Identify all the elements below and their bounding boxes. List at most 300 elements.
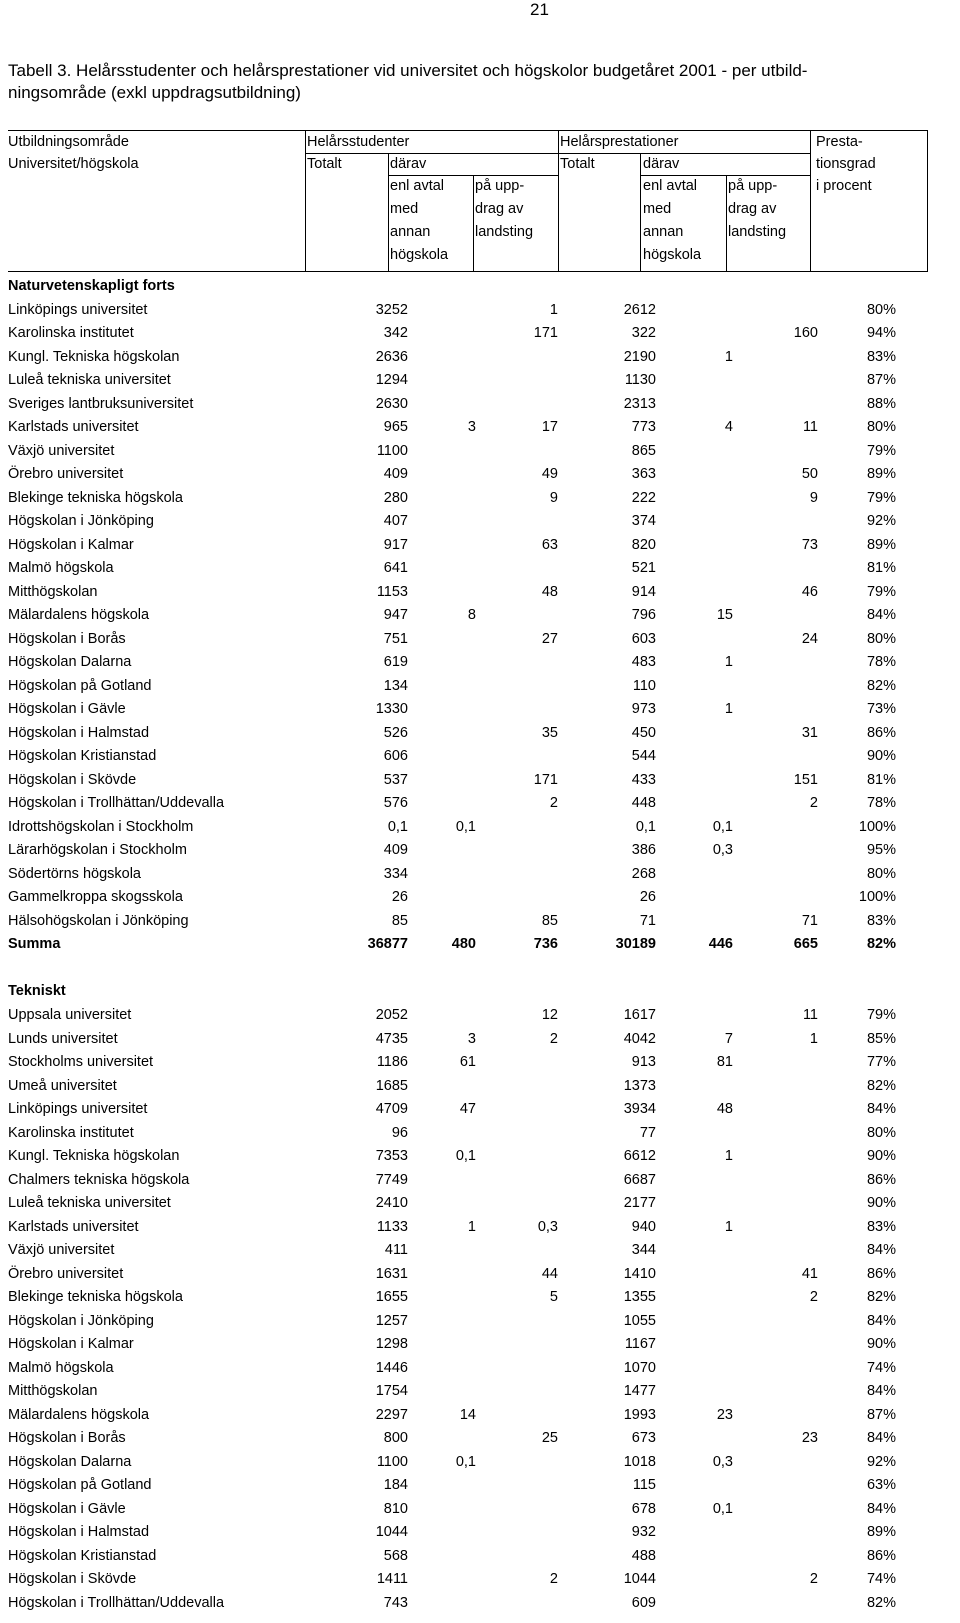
value-cell: 73 <box>801 536 818 553</box>
col-header-hst-darav: därav <box>390 156 427 172</box>
table-row <box>8 651 928 675</box>
value-cell: 280 <box>383 489 408 506</box>
table-row <box>8 792 928 816</box>
col-header-hst-pa: drag av <box>475 201 524 217</box>
header-divider <box>305 131 306 271</box>
value-cell: 80% <box>866 419 896 436</box>
school-name: Högskolan i Halmstad <box>8 1524 150 1541</box>
value-cell: 81% <box>866 771 896 788</box>
value-cell: 92% <box>866 513 896 530</box>
value-cell: 609 <box>631 1594 656 1611</box>
value-cell: 1298 <box>375 1336 408 1353</box>
value-cell: 63 <box>541 536 558 553</box>
school-name: Högskolan i Kalmar <box>8 1336 134 1353</box>
table-header <box>8 130 928 272</box>
col-header-presta-3: i procent <box>816 178 872 194</box>
table-row <box>8 839 928 863</box>
section-heading-row <box>8 275 928 299</box>
value-cell: 1 <box>724 1218 733 1235</box>
table-row <box>8 1216 928 1240</box>
value-cell: 90% <box>866 748 896 765</box>
school-name: Högskolan Kristianstad <box>8 748 157 765</box>
table-row <box>8 1498 928 1522</box>
value-cell: 47 <box>459 1101 476 1118</box>
value-cell: 89% <box>866 536 896 553</box>
value-cell: 14 <box>459 1406 476 1423</box>
table-row <box>8 1568 928 1592</box>
school-name: Södertörns högskola <box>8 865 141 882</box>
school-name: Högskolan i Trollhättan/Uddevalla <box>8 795 225 812</box>
value-cell: 82% <box>866 677 896 694</box>
value-cell: 73% <box>866 701 896 718</box>
value-cell: 95% <box>866 842 896 859</box>
value-cell: 31 <box>801 724 818 741</box>
value-cell: 1100 <box>376 1453 408 1470</box>
value-cell: 151 <box>793 771 818 788</box>
value-cell: 35 <box>541 724 558 741</box>
value-cell: 79% <box>866 583 896 600</box>
value-cell: 1 <box>549 301 558 318</box>
school-name: Mälardalens högskola <box>8 607 150 624</box>
value-cell: 23 <box>801 1430 818 1447</box>
value-cell: 11 <box>802 1006 818 1023</box>
value-cell: 85% <box>866 1030 896 1047</box>
section-heading-row <box>8 980 928 1004</box>
col-header-hst-enl: med <box>390 201 419 217</box>
value-cell: 84% <box>866 1242 896 1259</box>
value-cell: 450 <box>631 724 656 741</box>
table-row <box>8 816 928 840</box>
value-cell: 1410 <box>623 1265 656 1282</box>
school-name: Sveriges lantbruksuniversitet <box>8 395 194 412</box>
table-body <box>8 275 928 1615</box>
value-cell: 1330 <box>375 701 408 718</box>
value-cell: 0,1 <box>387 818 408 835</box>
school-name: Högskolan i Kalmar <box>8 536 134 553</box>
value-cell: 521 <box>631 560 656 577</box>
table-row <box>8 1333 928 1357</box>
col-header-hpr-darav: därav <box>643 156 680 172</box>
value-cell: 322 <box>631 325 656 342</box>
school-name: Idrottshögskolan i Stockholm <box>8 818 194 835</box>
value-cell: 1477 <box>623 1383 656 1400</box>
table-row <box>8 1357 928 1381</box>
col-header-hst-pa: på upp- <box>475 178 525 194</box>
col-header-presta-2: tionsgrad <box>816 156 876 172</box>
school-name: Högskolan på Gotland <box>8 677 152 694</box>
value-cell: 6612 <box>623 1148 656 1165</box>
table-row <box>8 745 928 769</box>
value-cell: 87% <box>866 372 896 389</box>
value-cell: 61 <box>459 1054 476 1071</box>
value-cell: 1055 <box>623 1312 656 1329</box>
value-cell: 88% <box>866 395 896 412</box>
school-name: Uppsala universitet <box>8 1006 132 1023</box>
table-row <box>8 510 928 534</box>
school-name: Chalmers tekniska högskola <box>8 1171 190 1188</box>
value-cell: 0,1 <box>455 818 476 835</box>
col-header-hpr: Helårsprestationer <box>560 134 679 150</box>
value-cell: 665 <box>793 936 818 953</box>
value-cell: 1100 <box>376 442 408 459</box>
value-cell: 4735 <box>375 1030 408 1047</box>
value-cell: 0,1 <box>712 818 733 835</box>
table-row <box>8 1004 928 1028</box>
value-cell: 1 <box>724 1148 733 1165</box>
table-caption <box>8 60 948 104</box>
value-cell: 36877 <box>367 936 408 953</box>
value-cell: 0,1 <box>455 1453 476 1470</box>
value-cell: 2 <box>809 1571 818 1588</box>
value-cell: 82% <box>866 1077 896 1094</box>
value-cell: 84% <box>866 1101 896 1118</box>
value-cell: 115 <box>632 1477 656 1494</box>
value-cell: 78% <box>866 654 896 671</box>
school-name: Luleå tekniska universitet <box>8 372 171 389</box>
table-row <box>8 1521 928 1545</box>
value-cell: 79% <box>866 489 896 506</box>
value-cell: 1446 <box>375 1359 408 1376</box>
value-cell: 1754 <box>375 1383 408 1400</box>
value-cell: 480 <box>451 936 476 953</box>
col-header-hst-enl: högskola <box>390 247 449 263</box>
caption-line-2: ningsområde (exkl uppdragsutbildning) <box>8 83 301 102</box>
value-cell: 15 <box>716 607 733 624</box>
school-name: Hälsohögskolan i Jönköping <box>8 912 189 929</box>
value-cell: 171 <box>533 771 558 788</box>
spacer-row <box>8 957 928 981</box>
value-cell: 334 <box>383 865 408 882</box>
table-row <box>8 487 928 511</box>
value-cell: 86% <box>866 724 896 741</box>
value-cell: 48 <box>541 583 558 600</box>
value-cell: 917 <box>383 536 408 553</box>
value-cell: 41 <box>801 1265 818 1282</box>
table-row <box>8 1310 928 1334</box>
school-name: Linköpings universitet <box>8 1101 148 1118</box>
header-divider <box>726 176 727 271</box>
school-name: Karolinska institutet <box>8 325 134 342</box>
section-title: Naturvetenskapligt forts <box>8 278 175 294</box>
value-cell: 3 <box>467 1030 476 1047</box>
value-cell: 46 <box>801 583 818 600</box>
summa-row <box>8 933 928 957</box>
value-cell: 82% <box>866 1289 896 1306</box>
value-cell: 86% <box>866 1171 896 1188</box>
table-row <box>8 581 928 605</box>
school-name: Örebro universitet <box>8 466 124 483</box>
value-cell: 2 <box>809 795 818 812</box>
value-cell: 83% <box>866 1218 896 1235</box>
value-cell: 84% <box>866 1500 896 1517</box>
value-cell: 84% <box>866 607 896 624</box>
value-cell: 86% <box>866 1265 896 1282</box>
table-row <box>8 1451 928 1475</box>
value-cell: 96 <box>391 1124 408 1141</box>
value-cell: 7353 <box>375 1148 408 1165</box>
value-cell: 17 <box>541 419 558 436</box>
value-cell: 6687 <box>623 1171 656 1188</box>
table-row <box>8 886 928 910</box>
table-row <box>8 346 928 370</box>
col-header-hpr-pa: drag av <box>728 201 777 217</box>
value-cell: 1355 <box>623 1289 656 1306</box>
value-cell: 773 <box>631 419 656 436</box>
table-row <box>8 1474 928 1498</box>
summa-label: Summa <box>8 936 61 953</box>
school-name: Umeå universitet <box>8 1077 117 1094</box>
school-name: Mitthögskolan <box>8 583 98 600</box>
value-cell: 94% <box>866 325 896 342</box>
value-cell: 1 <box>809 1030 818 1047</box>
value-cell: 0,1 <box>635 818 656 835</box>
value-cell: 110 <box>632 677 656 694</box>
caption-line-1: Tabell 3. Helårsstudenter och helårsprestationer vid universitet och högskolor budgetåret 2001 - per utbild- <box>8 61 808 80</box>
header-divider <box>640 154 641 271</box>
school-name: Mitthögskolan <box>8 1383 98 1400</box>
table-row <box>8 1028 928 1052</box>
value-cell: 2 <box>549 795 558 812</box>
value-cell: 63% <box>866 1477 896 1494</box>
table-row <box>8 1098 928 1122</box>
value-cell: 386 <box>631 842 656 859</box>
value-cell: 85 <box>391 912 408 929</box>
value-cell: 100% <box>858 818 896 835</box>
value-cell: 80% <box>866 1124 896 1141</box>
value-cell: 2636 <box>375 348 408 365</box>
value-cell: 3252 <box>375 301 408 318</box>
value-cell: 1044 <box>623 1571 656 1588</box>
value-cell: 865 <box>631 442 656 459</box>
value-cell: 409 <box>383 842 408 859</box>
value-cell: 30189 <box>615 936 656 953</box>
col-header-hst-pa: landsting <box>475 224 534 240</box>
value-cell: 488 <box>631 1547 656 1564</box>
value-cell: 2410 <box>375 1195 408 1212</box>
value-cell: 810 <box>383 1500 408 1517</box>
table-row <box>8 1380 928 1404</box>
value-cell: 1 <box>724 701 733 718</box>
value-cell: 606 <box>383 748 408 765</box>
table-row <box>8 1592 928 1616</box>
value-cell: 2052 <box>375 1006 408 1023</box>
value-cell: 222 <box>631 489 656 506</box>
school-name: Högskolan i Skövde <box>8 771 137 788</box>
table-row <box>8 863 928 887</box>
value-cell: 619 <box>383 654 408 671</box>
value-cell: 84% <box>866 1312 896 1329</box>
value-cell: 0,3 <box>712 842 733 859</box>
value-cell: 736 <box>533 936 558 953</box>
school-name: Mälardalens högskola <box>8 1406 150 1423</box>
value-cell: 407 <box>383 513 408 530</box>
value-cell: 11 <box>802 419 818 436</box>
value-cell: 1617 <box>623 1006 656 1023</box>
value-cell: 0,3 <box>712 1453 733 1470</box>
value-cell: 1373 <box>623 1077 656 1094</box>
value-cell: 1 <box>724 654 733 671</box>
col-header-hst: Helårsstudenter <box>307 134 410 150</box>
school-name: Växjö universitet <box>8 442 115 459</box>
value-cell: 1130 <box>624 372 656 389</box>
value-cell: 743 <box>383 1594 408 1611</box>
table-row <box>8 463 928 487</box>
header-divider <box>810 131 811 271</box>
value-cell: 79% <box>866 442 896 459</box>
value-cell: 74% <box>866 1571 896 1588</box>
value-cell: 80% <box>866 865 896 882</box>
value-cell: 71 <box>639 912 656 929</box>
school-name: Högskolan i Borås <box>8 1430 126 1447</box>
table-row <box>8 393 928 417</box>
value-cell: 820 <box>631 536 656 553</box>
value-cell: 7749 <box>375 1171 408 1188</box>
value-cell: 24 <box>801 630 818 647</box>
value-cell: 89% <box>866 1524 896 1541</box>
school-name: Blekinge tekniska högskola <box>8 489 183 506</box>
value-cell: 342 <box>383 325 408 342</box>
school-name: Blekinge tekniska högskola <box>8 1289 183 1306</box>
value-cell: 81% <box>866 560 896 577</box>
value-cell: 544 <box>631 748 656 765</box>
value-cell: 25 <box>541 1430 558 1447</box>
value-cell: 9 <box>809 489 818 506</box>
value-cell: 87% <box>866 1406 896 1423</box>
school-name: Högskolan i Borås <box>8 630 126 647</box>
value-cell: 751 <box>383 630 408 647</box>
col-header-hst-total: Totalt <box>307 156 342 172</box>
value-cell: 2 <box>549 1030 558 1047</box>
school-name: Kungl. Tekniska högskolan <box>8 1148 180 1165</box>
school-name: Gammelkroppa skogsskola <box>8 889 183 906</box>
school-name: Kungl. Tekniska högskolan <box>8 348 180 365</box>
value-cell: 932 <box>631 1524 656 1541</box>
value-cell: 86% <box>866 1547 896 1564</box>
school-name: Högskolan på Gotland <box>8 1477 152 1494</box>
value-cell: 184 <box>383 1477 408 1494</box>
value-cell: 2313 <box>623 395 656 412</box>
value-cell: 79% <box>866 1006 896 1023</box>
value-cell: 4042 <box>623 1030 656 1047</box>
value-cell: 0,1 <box>712 1500 733 1517</box>
value-cell: 537 <box>383 771 408 788</box>
school-name: Högskolan i Jönköping <box>8 1312 154 1329</box>
value-cell: 2177 <box>623 1195 656 1212</box>
value-cell: 1411 <box>376 1571 408 1588</box>
table-row <box>8 675 928 699</box>
school-name: Lärarhögskolan i Stockholm <box>8 842 187 859</box>
value-cell: 9 <box>549 489 558 506</box>
value-cell: 71 <box>801 912 818 929</box>
value-cell: 678 <box>631 1500 656 1517</box>
section-title: Tekniskt <box>8 983 66 1000</box>
value-cell: 1 <box>724 348 733 365</box>
value-cell: 160 <box>793 325 818 342</box>
value-cell: 1 <box>467 1218 476 1235</box>
value-cell: 4709 <box>375 1101 408 1118</box>
value-cell: 268 <box>631 865 656 882</box>
value-cell: 81 <box>716 1054 733 1071</box>
value-cell: 8 <box>467 607 476 624</box>
table-row <box>8 1145 928 1169</box>
col-header-hpr-pa: på upp- <box>728 178 778 194</box>
value-cell: 171 <box>533 325 558 342</box>
school-name: Karlstads universitet <box>8 419 139 436</box>
table-row <box>8 557 928 581</box>
value-cell: 83% <box>866 348 896 365</box>
value-cell: 3934 <box>623 1101 656 1118</box>
value-cell: 27 <box>541 630 558 647</box>
value-cell: 5 <box>549 1289 558 1306</box>
school-name: Örebro universitet <box>8 1265 124 1282</box>
table-row <box>8 1239 928 1263</box>
value-cell: 100% <box>858 889 896 906</box>
value-cell: 23 <box>716 1406 733 1423</box>
header-divider <box>558 131 559 271</box>
col-header-school: Universitet/högskola <box>8 156 139 172</box>
col-header-hpr-enl: med <box>643 201 672 217</box>
value-cell: 1685 <box>375 1077 408 1094</box>
school-name: Malmö högskola <box>8 560 114 577</box>
value-cell: 800 <box>383 1430 408 1447</box>
value-cell: 49 <box>541 466 558 483</box>
value-cell: 83% <box>866 912 896 929</box>
value-cell: 92% <box>866 1453 896 1470</box>
table-row <box>8 369 928 393</box>
value-cell: 2 <box>549 1571 558 1588</box>
table-row <box>8 1169 928 1193</box>
value-cell: 78% <box>866 795 896 812</box>
school-name: Högskolan i Gävle <box>8 1500 126 1517</box>
value-cell: 82% <box>866 936 896 953</box>
school-name: Växjö universitet <box>8 1242 115 1259</box>
school-name: Lunds universitet <box>8 1030 118 1047</box>
school-name: Högskolan i Gävle <box>8 701 126 718</box>
col-header-hpr-enl: enl avtal <box>643 178 698 194</box>
school-name: Luleå tekniska universitet <box>8 1195 171 1212</box>
value-cell: 965 <box>383 419 408 436</box>
value-cell: 134 <box>383 677 408 694</box>
school-name: Linköpings universitet <box>8 301 148 318</box>
col-header-hpr-total: Totalt <box>560 156 595 172</box>
value-cell: 82% <box>866 1594 896 1611</box>
value-cell: 2630 <box>375 395 408 412</box>
value-cell: 4 <box>724 419 733 436</box>
value-cell: 77 <box>639 1124 656 1141</box>
table-row <box>8 1122 928 1146</box>
table-row <box>8 1075 928 1099</box>
table-row <box>8 1051 928 1075</box>
table-row <box>8 769 928 793</box>
school-name: Högskolan Dalarna <box>8 654 132 671</box>
table-row <box>8 534 928 558</box>
school-name: Högskolan Dalarna <box>8 1453 132 1470</box>
table-row <box>8 604 928 628</box>
value-cell: 673 <box>631 1430 656 1447</box>
col-header-hpr-pa: landsting <box>728 224 787 240</box>
school-name: Högskolan i Jönköping <box>8 513 154 530</box>
value-cell: 84% <box>866 1383 896 1400</box>
value-cell: 568 <box>383 1547 408 1564</box>
value-cell: 2297 <box>375 1406 408 1423</box>
table-row <box>8 722 928 746</box>
school-name: Karolinska institutet <box>8 1124 134 1141</box>
value-cell: 26 <box>391 889 408 906</box>
table-row <box>8 1427 928 1451</box>
value-cell: 90% <box>866 1148 896 1165</box>
value-cell: 74% <box>866 1359 896 1376</box>
value-cell: 433 <box>631 771 656 788</box>
